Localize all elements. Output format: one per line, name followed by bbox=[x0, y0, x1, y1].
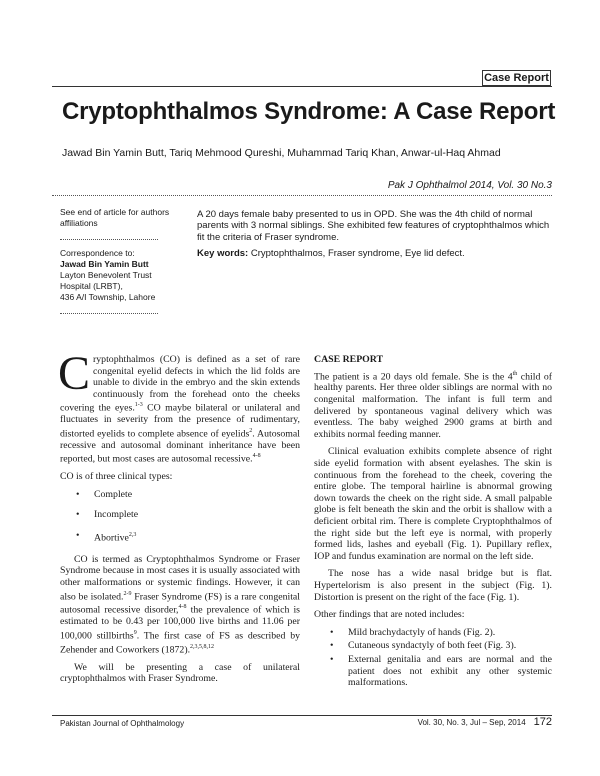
keywords-label: Key words: bbox=[197, 248, 249, 260]
list-item: • Complete bbox=[76, 489, 300, 501]
address-line: 436 A/I Township, Lahore bbox=[60, 292, 156, 302]
address-line: Hospital (LRBT), bbox=[60, 281, 123, 291]
list-item: • Abortive$^{2,3}$ bbox=[76, 530, 300, 544]
footer-journal: Pakistan Journal of Ophthalmology bbox=[60, 719, 185, 728]
footer-issue: Vol. 30, No. 3, Jul – Sep, 2014 172 bbox=[417, 716, 552, 728]
keywords bbox=[197, 248, 552, 259]
keywords-list: Cryptophthalmos, Fraser syndrome, Eye lid defect. bbox=[248, 248, 465, 260]
list-item: • External genitalia and ears are normal and the patient does not exhibit any other systemic malformations. bbox=[330, 654, 552, 689]
correspondent-name: Jawad Bin Yamin Butt bbox=[60, 259, 149, 269]
sidebar-divider bbox=[60, 239, 158, 240]
paragraph: Clinical evaluation exhibits complete absence of right side eyelid formation with absent eyelashes. The skin is continuous from the forehead to the cheek, covering the entire globe. The temporal hairline is abnormal growing down towards the cheek on the right side. A small palpable globe is felt beneath the skin and the orbit is shallow with a deficient orbital rim. There is complete Cryptophthalmos of the right side but the left eye is normal, with properly formed lids, lashes and eyeball (Fig. 1). Pupillary reflex, IOP and fundus examination are normal on the left side. bbox=[314, 446, 552, 562]
abstract-text: A 20 days female baby presented to us in OPD. She was the 4th child of normal parents with 3 normal siblings. She exhibited few features of cryptophthalmos which fit the criteria of Fraser syndrome. bbox=[197, 209, 550, 243]
types-list bbox=[76, 489, 300, 544]
drop-cap: C bbox=[58, 347, 91, 400]
findings-list bbox=[330, 627, 552, 689]
author-list: Jawad Bin Yamin Butt, Tariq Mehmood Qureshi, Muhammad Tariq Khan, Anwar-ul-Haq Ahmad bbox=[62, 147, 501, 159]
article-type-tag: Case Report bbox=[482, 70, 551, 86]
sidebar bbox=[60, 207, 172, 322]
affiliation-note: See end of article for authors affiliations bbox=[60, 207, 170, 228]
article-title: Cryptophthalmos Syndrome: A Case Report bbox=[62, 98, 556, 125]
list-item: • Mild brachydactyly of hands (Fig. 2). bbox=[330, 627, 552, 639]
paragraph: The patient is a 20 days old female. She is the 4th child of healthy parents. Her three older siblings are normal with no congenital malformation. The infant is full term and delivered by spontaneous vaginal delivery which was eventless. The baby weighed 2900 grams at birth and exhibits normal feeding manner. bbox=[314, 370, 552, 440]
paragraph: We will be presenting a case of unilateral cryptophthalmos with Fraser Syndrome. bbox=[60, 661, 300, 685]
address-line: Layton Benevolent Trust bbox=[60, 270, 152, 280]
intro-paragraph: Cryptophthalmos (CO) is defined as a set of rare congenital eyelid defects in which the lid folds are unable to divide in the embryo and the skin extends continuously from the forehead onto the cheeks covering the eyes.$^{1-3}$ CO maybe bilateral or unilateral and fluctuates in severity from the presence of rudimentary, distorted eyelids to complete absence of eyelids$^2$. Autosomal recessive and autosomal dominant inheritance have been reported, but most cases are autosomal recessive.$^{4-8}$ bbox=[58, 347, 301, 465]
dotted-divider bbox=[52, 195, 552, 196]
correspondence-label: Correspondence to: bbox=[60, 248, 135, 258]
types-intro: CO is of three clinical types: bbox=[60, 471, 173, 483]
sidebar-divider bbox=[60, 313, 158, 314]
abstract bbox=[197, 209, 552, 260]
paragraph: CO is termed as Cryptophthalmos Syndrome or Fraser Syndrome because in most cases it is usually associated with other malformations or systemic findings. However, it can also be isolated.$^{2-9}$ Fraser Syndrome (FS) is a rare congenital autosomal recessive disorder,$^{4-8}$ the prevalence of which is estimated to be 0.43 per 100,000 live births and 11.06 per 100,000 stillbirths$^9$. The first case of FS as described by Zehender and Coworkers (1872).$^{2,3,5,8,12}$ bbox=[60, 553, 300, 655]
header-rule bbox=[52, 86, 552, 87]
left-column bbox=[58, 347, 301, 691]
list-item: • Incomplete bbox=[76, 509, 300, 521]
section-heading: CASE REPORT bbox=[314, 354, 384, 365]
right-column bbox=[314, 354, 552, 699]
list-item: • Cutaneous syndactyly of both feet (Fig. 3). bbox=[330, 640, 552, 652]
page-number: 172 bbox=[533, 716, 552, 728]
paragraph: Other findings that are noted includes: bbox=[314, 609, 465, 621]
paragraph: The nose has a wide nasal bridge but is flat. Hypertelorism is also present in the subject (Fig. 1). Distortion is present on the right of the face (Fig. 1). bbox=[314, 568, 552, 603]
journal-citation: Pak J Ophthalmol 2014, Vol. 30 No.3 bbox=[387, 180, 552, 191]
